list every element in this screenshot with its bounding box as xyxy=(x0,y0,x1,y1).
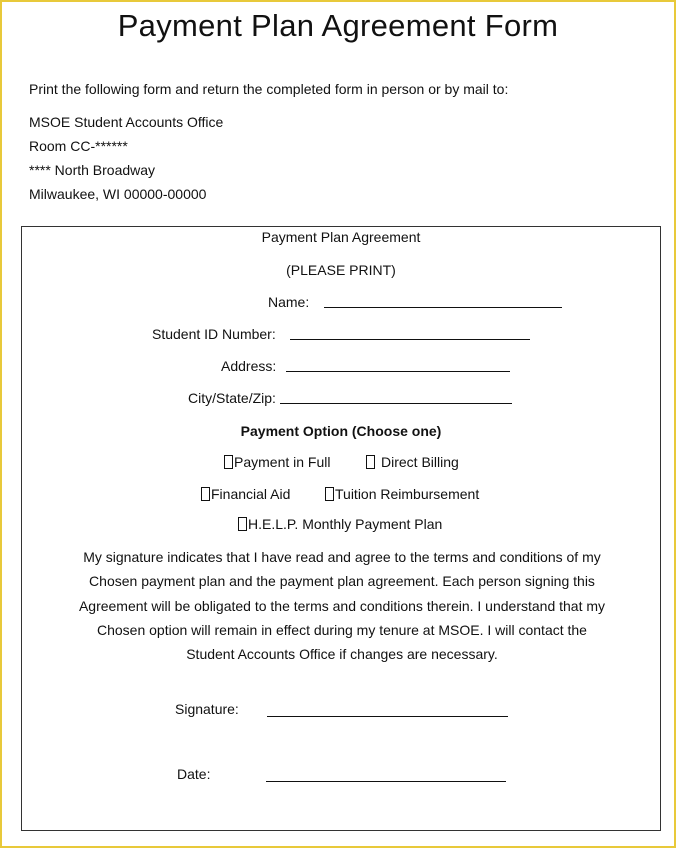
address-input-line[interactable] xyxy=(286,371,510,372)
agreement-form-box xyxy=(21,226,661,831)
option-help-monthly-plan[interactable] xyxy=(238,516,442,532)
checkbox-icon[interactable] xyxy=(366,455,375,469)
form-subheading: (PLEASE PRINT) xyxy=(286,262,396,278)
checkbox-icon[interactable] xyxy=(201,487,210,501)
signature-label: Signature: xyxy=(175,701,239,717)
option-label: Tuition Reimbursement xyxy=(335,486,480,502)
address-line-1: MSOE Student Accounts Office xyxy=(29,114,224,130)
terms-line: Chosen payment plan and the payment plan agreement. Each person signing this xyxy=(89,573,595,590)
checkbox-icon[interactable] xyxy=(238,517,247,531)
option-financial-aid[interactable] xyxy=(201,486,290,502)
terms-line: Agreement will be obligated to the terms and conditions therein. I understand that my xyxy=(78,597,606,614)
date-label: Date: xyxy=(177,766,211,782)
terms-line: Chosen option will remain in effect during my tenure at MSOE. I will contact the xyxy=(97,621,587,638)
city-state-zip-label: City/State/Zip: xyxy=(188,390,276,406)
payment-option-heading: Payment Option (Choose one) xyxy=(240,423,442,439)
terms-paragraph xyxy=(62,545,622,666)
option-payment-in-full[interactable] xyxy=(224,454,330,470)
option-label: Financial Aid xyxy=(211,486,291,502)
name-label: Name: xyxy=(268,294,310,310)
signature-input-line[interactable] xyxy=(267,716,508,717)
student-id-input-line[interactable] xyxy=(290,339,530,340)
page-title: Payment Plan Agreement Form xyxy=(117,8,559,43)
address-line-3: **** North Broadway xyxy=(29,162,156,178)
student-id-label: Student ID Number: xyxy=(152,326,276,342)
terms-line: My signature indicates that I have read and agree to the terms and conditions of my xyxy=(83,549,601,565)
option-label: Direct Billing xyxy=(381,454,459,470)
form-heading: Payment Plan Agreement xyxy=(261,229,421,245)
date-input-line[interactable] xyxy=(266,781,506,782)
terms-line: Student Accounts Office if changes are necessary. xyxy=(186,646,498,663)
address-line-4: Milwaukee, WI 00000-00000 xyxy=(29,186,207,202)
city-state-zip-input-line[interactable] xyxy=(280,403,512,404)
option-label: H.E.L.P. Monthly Payment Plan xyxy=(248,516,443,532)
address-line-2: Room CC-****** xyxy=(29,138,128,154)
option-direct-billing[interactable] xyxy=(366,454,459,470)
address-label: Address: xyxy=(221,358,277,374)
intro-text: Print the following form and return the completed form in person or by mail to: xyxy=(29,81,509,97)
option-tuition-reimbursement[interactable] xyxy=(325,486,479,502)
checkbox-icon[interactable] xyxy=(224,455,233,469)
name-input-line[interactable] xyxy=(324,307,562,308)
option-label: Payment in Full xyxy=(234,454,331,470)
checkbox-icon[interactable] xyxy=(325,487,334,501)
